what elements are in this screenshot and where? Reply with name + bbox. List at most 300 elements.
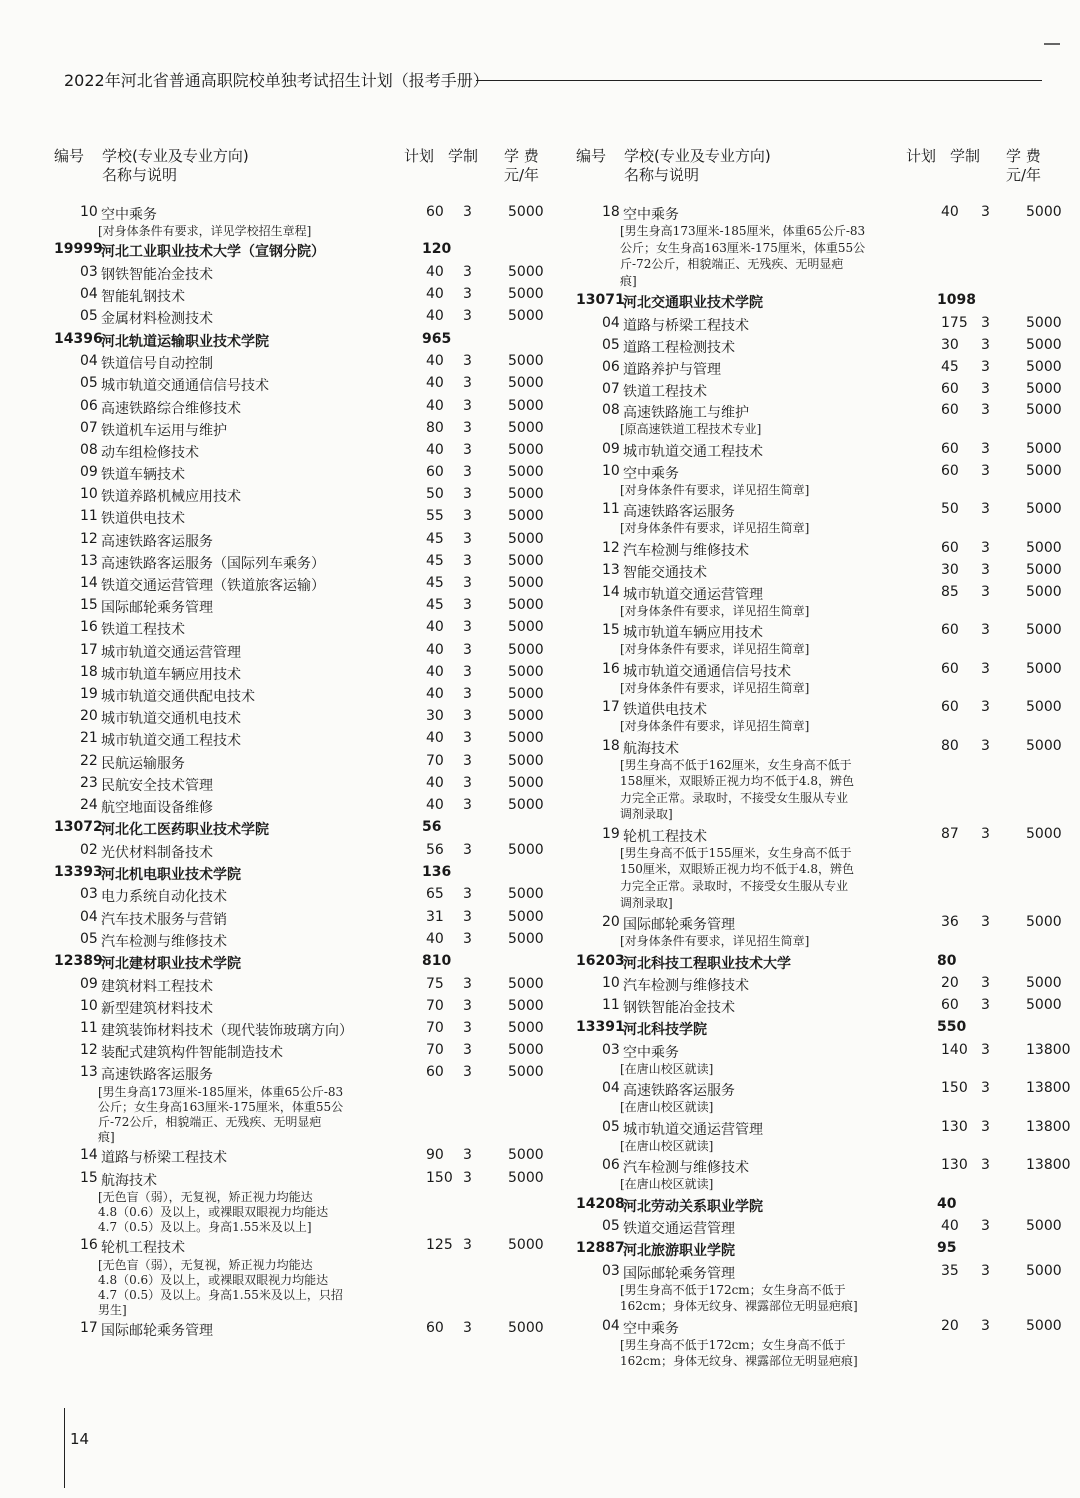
program-code: 10 [80, 204, 98, 220]
tuition-fee: 5000 [1026, 1317, 1062, 1334]
tuition-fee: 5000 [508, 886, 544, 903]
plan-count: 70 [426, 1019, 444, 1036]
school-row [54, 241, 554, 264]
tuition-fee: 5000 [1026, 336, 1062, 353]
program-name: 空中乘务 [101, 207, 157, 223]
program-name: 城市轨道车辆应用技术 [101, 666, 241, 683]
program-name: 道路与桥梁工程技术 [101, 1150, 227, 1167]
program-row [576, 381, 1076, 403]
program-row [576, 699, 1076, 738]
program-code: 13 [80, 1064, 98, 1081]
study-years: 3 [981, 1317, 990, 1334]
study-years: 3 [463, 419, 472, 436]
program-note: 斤-72公斤，相貌端正、无残疾、无明显疤 [98, 1114, 322, 1129]
study-years: 3 [981, 1262, 990, 1279]
plan-count: 56 [426, 841, 444, 858]
tuition-fee: 5000 [508, 1169, 544, 1186]
plan-count: 70 [426, 752, 444, 769]
plan-count: 40 [426, 619, 444, 636]
program-row [576, 463, 1076, 502]
program-row [54, 976, 554, 998]
plan-count: 40 [426, 397, 444, 414]
tuition-fee: 5000 [508, 975, 544, 992]
plan-count: 40 [426, 663, 444, 680]
study-years: 3 [981, 1118, 990, 1135]
program-note: [男生身高不低于172cm；女生身高不低于 [620, 1337, 846, 1352]
program-name: 金属材料检测技术 [101, 311, 213, 328]
plan-count: 20 [941, 1317, 959, 1334]
tuition-fee: 5000 [508, 1237, 544, 1254]
program-code: 03 [80, 886, 98, 903]
plan-count: 40 [426, 685, 444, 702]
program-name: 空中乘务 [623, 465, 679, 482]
plan-count: 30 [941, 561, 959, 578]
study-years: 3 [463, 508, 472, 525]
program-row [54, 1042, 554, 1064]
program-code: 18 [602, 204, 620, 220]
program-code: 20 [602, 914, 620, 931]
right-rows [576, 204, 1076, 1373]
program-name: 空中乘务 [623, 1044, 679, 1061]
program-name: 轮机工程技术 [101, 1240, 185, 1257]
study-years: 3 [463, 997, 472, 1014]
program-name: 智能交通技术 [623, 564, 707, 581]
program-name: 空中乘务 [623, 1320, 679, 1337]
program-note: 162cm；身体无纹身、裸露部位无明显疤痕] [620, 1299, 858, 1314]
plan-count: 45 [426, 530, 444, 547]
program-name: 汽车检测与维修技术 [623, 542, 749, 559]
program-note: [男生身高不低于155厘米，女生身高不低于 [620, 845, 852, 860]
school-name: 河北化工医药职业技术学院 [101, 822, 269, 839]
plan-count: 60 [941, 997, 959, 1014]
tuition-fee: 5000 [508, 841, 544, 858]
program-row [54, 353, 554, 375]
plan-count: 60 [426, 1064, 444, 1081]
program-row [54, 730, 554, 752]
right-column [576, 144, 1076, 1373]
program-note: 4.8（0.6）及以上，或裸眼双眼视力均能达 [98, 1204, 329, 1219]
tuition-fee: 5000 [1026, 699, 1062, 716]
program-name: 道路与桥梁工程技术 [623, 317, 749, 334]
program-code: 14 [80, 1147, 98, 1164]
plan-count: 80 [426, 419, 444, 436]
program-note: 力完全正常。录取时，不接受女生服从专业 [620, 879, 849, 894]
tuition-fee: 13800 [1026, 1080, 1071, 1097]
program-row [576, 975, 1076, 997]
program-row [54, 375, 554, 397]
plan-count: 40 [426, 774, 444, 791]
program-code: 20 [80, 708, 98, 725]
plan-count: 130 [941, 1157, 968, 1174]
program-name: 国际邮轮乘务管理 [623, 917, 735, 934]
tuition-fee: 5000 [508, 997, 544, 1014]
program-name: 铁道供电技术 [101, 511, 185, 528]
tuition-fee: 5000 [508, 730, 544, 747]
program-code: 05 [80, 308, 98, 325]
school-code: 19999 [54, 241, 103, 258]
school-code: 13072 [54, 819, 103, 836]
plan-count: 40 [426, 308, 444, 325]
program-name: 铁道养路机械应用技术 [101, 489, 241, 506]
program-note: [对身体条件有要求，详见招生简章] [620, 680, 810, 695]
study-years: 3 [981, 440, 990, 457]
program-name: 国际邮轮乘务管理 [623, 1265, 735, 1282]
program-row [54, 753, 554, 775]
school-code: 16203 [576, 952, 625, 969]
program-note: [在唐山校区就读] [620, 1100, 714, 1115]
plan-count: 30 [941, 336, 959, 353]
school-code: 12887 [576, 1240, 625, 1257]
program-row [576, 622, 1076, 661]
school-code: 13071 [576, 292, 625, 309]
plan-count: 50 [941, 501, 959, 518]
study-years: 3 [463, 663, 472, 680]
program-name: 电力系统自动化技术 [101, 889, 227, 906]
study-years: 3 [463, 708, 472, 725]
plan-count: 60 [941, 380, 959, 397]
program-row [54, 1147, 554, 1169]
program-code: 09 [80, 464, 98, 481]
study-years: 3 [463, 575, 472, 592]
tuition-fee: 5000 [1026, 462, 1062, 479]
program-note: [对身体条件有要求，详见招生简章] [620, 719, 810, 734]
school-name: 河北劳动关系职业学院 [623, 1198, 763, 1215]
program-row [576, 1119, 1076, 1158]
study-years: 3 [981, 1080, 990, 1097]
program-row [54, 931, 554, 953]
tuition-fee: 5000 [508, 752, 544, 769]
program-row [576, 562, 1076, 584]
program-row [576, 584, 1076, 623]
program-code: 04 [80, 353, 98, 370]
program-row [54, 686, 554, 708]
program-name: 装配式建筑构件智能制造技术 [101, 1045, 283, 1062]
school-name: 河北交通职业技术学院 [623, 295, 763, 312]
program-name: 铁道工程技术 [623, 383, 707, 400]
plan-count: 55 [426, 508, 444, 525]
plan-count: 60 [426, 464, 444, 481]
plan-count: 31 [426, 908, 444, 925]
study-years: 3 [981, 997, 990, 1014]
program-note: [对身体条件有要求，详见招生简章] [620, 482, 810, 497]
study-years: 3 [463, 796, 472, 813]
header-rule [476, 80, 1042, 81]
program-code: 11 [602, 997, 620, 1014]
tuition-fee: 5000 [508, 663, 544, 680]
plan-count: 40 [426, 796, 444, 813]
school-row [576, 1019, 1076, 1042]
program-code: 11 [80, 1019, 98, 1036]
program-name: 城市轨道交通机电技术 [101, 711, 241, 728]
study-years: 3 [463, 752, 472, 769]
program-row [54, 1170, 554, 1238]
program-row [54, 909, 554, 931]
tuition-fee: 5000 [1026, 825, 1062, 842]
program-code: 18 [602, 737, 620, 754]
program-note: [无色盲（弱），无复视，矫正视力均能达 [98, 1189, 313, 1204]
plan-count: 45 [426, 552, 444, 569]
tuition-fee: 5000 [508, 619, 544, 636]
header-plan: 计划 [404, 147, 435, 165]
study-years: 3 [981, 737, 990, 754]
plan-count: 1098 [937, 292, 976, 309]
header-school: 学校(专业及专业方向) [624, 147, 771, 165]
program-row [54, 708, 554, 730]
program-code: 05 [602, 336, 620, 353]
program-note: [无色盲（弱），无复视，矫正视力均能达 [98, 1257, 313, 1272]
program-row [54, 553, 554, 575]
tuition-fee: 5000 [1026, 440, 1062, 457]
tuition-fee: 5000 [1026, 1218, 1062, 1235]
program-row [54, 775, 554, 797]
program-note: [原高速铁道工程技术专业] [620, 422, 762, 437]
school-row [576, 1240, 1076, 1263]
study-years: 3 [463, 1019, 472, 1036]
program-name: 民航运输服务 [101, 755, 185, 772]
study-years: 3 [463, 774, 472, 791]
school-code: 13393 [54, 863, 103, 880]
tuition-fee: 5000 [508, 1042, 544, 1059]
study-years: 3 [981, 336, 990, 353]
header-plan: 计划 [906, 147, 937, 165]
program-row [576, 1318, 1076, 1373]
program-note: 162cm；身体无纹身、裸露部位无明显疤痕] [620, 1354, 858, 1369]
program-code: 17 [602, 699, 620, 716]
program-name: 铁道供电技术 [623, 702, 707, 719]
program-row [54, 531, 554, 553]
table-header [54, 144, 554, 204]
program-name: 国际邮轮乘务管理 [101, 1323, 213, 1340]
study-years: 3 [463, 908, 472, 925]
plan-count: 60 [941, 440, 959, 457]
study-years: 3 [463, 1237, 472, 1254]
study-years: 3 [981, 1041, 990, 1058]
school-name: 河北工业职业技术大学（宣钢分院） [101, 244, 325, 261]
study-years: 3 [981, 314, 990, 331]
program-code: 07 [602, 380, 620, 397]
program-row [54, 642, 554, 664]
plan-count: 30 [426, 708, 444, 725]
program-note: [男生身高不低于172cm；女生身高不低于 [620, 1282, 846, 1297]
school-name: 河北科技学院 [623, 1022, 707, 1039]
school-row [54, 819, 554, 842]
program-name: 城市轨道交通工程技术 [101, 733, 241, 750]
program-code: 23 [80, 774, 98, 791]
program-row [576, 402, 1076, 441]
program-name: 铁道车辆技术 [101, 467, 185, 484]
study-years: 3 [981, 1157, 990, 1174]
program-code: 03 [602, 1041, 620, 1058]
plan-count: 60 [941, 622, 959, 639]
program-note: 150厘米，双眼矫正视力均不低于4.8，辨色 [620, 862, 854, 877]
program-code: 22 [80, 752, 98, 769]
program-code: 18 [80, 663, 98, 680]
program-name: 航海技术 [101, 1172, 157, 1189]
header-fee: 学 费 [1006, 147, 1041, 165]
table-header [576, 144, 1076, 204]
program-row [576, 661, 1076, 700]
program-code: 24 [80, 796, 98, 813]
study-years: 3 [981, 1218, 990, 1235]
program-name: 城市轨道车辆应用技术 [623, 625, 763, 642]
program-name: 高速铁路客运服务 [101, 533, 213, 550]
tuition-fee: 5000 [1026, 1262, 1062, 1279]
program-note: [男生身高173厘米-185厘米，体重65公斤-83 [98, 1084, 344, 1099]
program-code: 03 [602, 1262, 620, 1279]
program-note: [在唐山校区就读] [620, 1138, 714, 1153]
study-years: 3 [981, 462, 990, 479]
plan-count: 45 [941, 358, 959, 375]
tuition-fee: 5000 [508, 1064, 544, 1081]
program-row [54, 886, 554, 908]
tuition-fee: 5000 [508, 353, 544, 370]
program-code: 16 [602, 660, 620, 677]
plan-count: 80 [941, 737, 959, 754]
school-code: 14208 [576, 1195, 625, 1212]
plan-count: 40 [426, 286, 444, 303]
program-row [54, 264, 554, 286]
page-number: 14 [70, 1430, 90, 1448]
tuition-fee: 5000 [508, 530, 544, 547]
program-name: 汽车检测与维修技术 [623, 1160, 749, 1177]
program-code: 15 [80, 597, 98, 614]
program-code: 09 [80, 975, 98, 992]
program-note: 调剂录取] [620, 807, 673, 822]
program-row [54, 308, 554, 330]
program-code: 19 [80, 685, 98, 702]
study-years: 3 [463, 375, 472, 392]
study-years: 3 [463, 263, 472, 280]
program-name: 汽车技术服务与营销 [101, 911, 227, 928]
program-row [54, 486, 554, 508]
tuition-fee: 5000 [508, 263, 544, 280]
program-code: 04 [602, 1317, 620, 1334]
tuition-fee: 5000 [508, 486, 544, 503]
program-name: 建筑材料工程技术 [101, 978, 213, 995]
program-code: 11 [602, 501, 620, 518]
program-row [54, 1064, 554, 1147]
tuition-fee: 5000 [508, 930, 544, 947]
program-name: 城市轨道交通运营管理 [623, 586, 763, 603]
study-years: 3 [981, 204, 990, 220]
tuition-fee: 13800 [1026, 1041, 1071, 1058]
plan-count: 45 [426, 597, 444, 614]
program-note: [男生身高173厘米-185厘米，体重65公斤-83 [620, 223, 866, 238]
header-school-sub: 名称与说明 [102, 166, 178, 184]
program-name: 高速铁路施工与维护 [623, 405, 749, 422]
study-years: 3 [463, 641, 472, 658]
program-row [54, 597, 554, 619]
program-note: [男生身高不低于162厘米，女生身高不低于 [620, 757, 852, 772]
study-years: 3 [463, 1147, 472, 1164]
program-code: 06 [602, 358, 620, 375]
tuition-fee: 5000 [508, 796, 544, 813]
program-row [54, 998, 554, 1020]
header-fee-unit: 元/年 [504, 166, 540, 184]
plan-count: 20 [941, 975, 959, 992]
plan-count: 550 [937, 1019, 967, 1036]
program-code: 03 [80, 263, 98, 280]
program-row [576, 826, 1076, 914]
program-code: 06 [602, 1157, 620, 1174]
study-years: 3 [981, 975, 990, 992]
study-years: 3 [463, 841, 472, 858]
school-row [54, 331, 554, 354]
program-name: 城市轨道交通运营管理 [623, 1121, 763, 1138]
header-school: 学校(专业及专业方向) [102, 147, 249, 165]
program-code: 10 [602, 462, 620, 479]
study-years: 3 [463, 530, 472, 547]
header-school-sub: 名称与说明 [624, 166, 700, 184]
program-code: 12 [80, 530, 98, 547]
tuition-fee: 5000 [1026, 622, 1062, 639]
tuition-fee: 13800 [1026, 1157, 1071, 1174]
program-name: 光伏材料制备技术 [101, 844, 213, 861]
program-code: 11 [80, 508, 98, 525]
program-name: 空中乘务 [623, 207, 679, 223]
program-note: 力完全正常。录取时，不接受女生服从专业 [620, 790, 849, 805]
header-fee: 学 费 [504, 147, 539, 165]
plan-count: 60 [941, 402, 959, 419]
tuition-fee: 5000 [1026, 997, 1062, 1014]
study-years: 3 [463, 597, 472, 614]
program-note: 158厘米，双眼矫正视力均不低于4.8，辨色 [620, 774, 854, 789]
header-code: 编号 [576, 147, 607, 165]
tuition-fee: 5000 [508, 908, 544, 925]
plan-count: 56 [422, 819, 442, 836]
tuition-fee: 5000 [1026, 501, 1062, 518]
program-name: 铁道信号自动控制 [101, 356, 213, 373]
tuition-fee: 5000 [1026, 914, 1062, 931]
program-code: 10 [80, 997, 98, 1014]
school-row [54, 953, 554, 976]
program-row [54, 1237, 554, 1320]
study-years: 3 [981, 358, 990, 375]
plan-count: 40 [426, 930, 444, 947]
plan-count: 85 [941, 583, 959, 600]
program-row [54, 508, 554, 530]
program-note: 公斤；女生身高163厘米-175厘米，体重55公 [620, 240, 866, 255]
program-note: 公斤；女生身高163厘米-175厘米，体重55公 [98, 1099, 344, 1114]
tuition-fee: 5000 [508, 1320, 544, 1337]
tuition-fee: 5000 [508, 774, 544, 791]
plan-count: 60 [941, 539, 959, 556]
program-row [54, 464, 554, 486]
program-code: 08 [602, 402, 620, 419]
program-row [576, 738, 1076, 826]
plan-count: 40 [426, 353, 444, 370]
program-row [54, 204, 554, 241]
tuition-fee: 5000 [508, 508, 544, 525]
plan-count: 40 [426, 375, 444, 392]
program-note: 4.8（0.6）及以上，或裸眼双眼视力均能达 [98, 1272, 329, 1287]
study-years: 3 [463, 930, 472, 947]
program-name: 钢铁智能冶金技术 [623, 1000, 735, 1017]
study-years: 3 [463, 619, 472, 636]
study-years: 3 [981, 501, 990, 518]
program-code: 05 [80, 930, 98, 947]
tuition-fee: 5000 [508, 552, 544, 569]
tuition-fee: 5000 [1026, 737, 1062, 754]
program-name: 国际邮轮乘务管理 [101, 600, 213, 617]
program-row [54, 420, 554, 442]
program-row [54, 1020, 554, 1042]
program-code: 09 [602, 440, 620, 457]
program-code: 04 [80, 286, 98, 303]
corner-mark [1044, 43, 1060, 45]
program-code: 14 [602, 583, 620, 600]
tuition-fee: 5000 [1026, 402, 1062, 419]
